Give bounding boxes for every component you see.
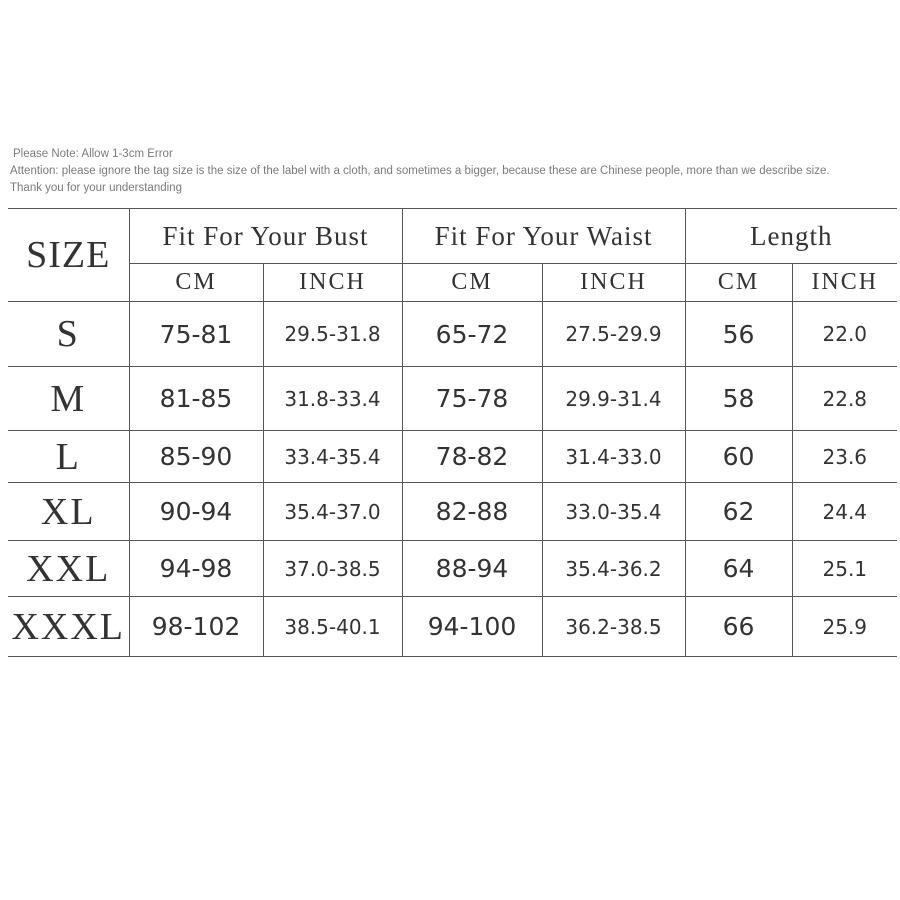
size-label: M (8, 367, 129, 431)
waist-inch: 33.0-35.4 (542, 483, 685, 541)
note-error-allowance: Please Note: Allow 1-3cm Error (13, 148, 173, 160)
size-label: XXL (8, 541, 129, 597)
length-inch: 24.4 (792, 483, 897, 541)
bust-inch: 31.8-33.4 (263, 367, 402, 431)
unit-header: INCH (542, 264, 685, 302)
waist-cm: 94-100 (402, 597, 542, 657)
table-row (8, 597, 897, 657)
bust-inch: 33.4-35.4 (263, 431, 402, 483)
length-cm: 60 (685, 431, 792, 483)
waist-cm: 75-78 (402, 367, 542, 431)
bust-cm: 94-98 (129, 541, 263, 597)
waist-inch: 29.9-31.4 (542, 367, 685, 431)
table-row (8, 483, 897, 541)
waist-inch: 27.5-29.9 (542, 302, 685, 367)
bust-cm: 98-102 (129, 597, 263, 657)
length-group-header: Length (685, 209, 897, 264)
waist-inch: 35.4-36.2 (542, 541, 685, 597)
length-inch: 22.8 (792, 367, 897, 431)
bust-inch: 37.0-38.5 (263, 541, 402, 597)
bust-cm: 75-81 (129, 302, 263, 367)
size-label: L (8, 431, 129, 483)
length-inch: 23.6 (792, 431, 897, 483)
table-row (8, 367, 897, 431)
length-cm: 56 (685, 302, 792, 367)
length-cm: 62 (685, 483, 792, 541)
length-inch: 22.0 (792, 302, 897, 367)
waist-group-header: Fit For Your Waist (402, 209, 685, 264)
bust-cm: 85-90 (129, 431, 263, 483)
table-row (8, 431, 897, 483)
bust-inch: 38.5-40.1 (263, 597, 402, 657)
bust-group-header: Fit For Your Bust (129, 209, 402, 264)
waist-cm: 88-94 (402, 541, 542, 597)
waist-cm: 78-82 (402, 431, 542, 483)
waist-inch: 36.2-38.5 (542, 597, 685, 657)
size-label: XL (8, 483, 129, 541)
length-cm: 66 (685, 597, 792, 657)
waist-cm: 82-88 (402, 483, 542, 541)
unit-header: CM (402, 264, 542, 302)
unit-row (8, 264, 897, 302)
table-row (8, 302, 897, 367)
size-label: XXXL (8, 597, 129, 657)
unit-header: CM (129, 264, 263, 302)
size-chart-table (8, 208, 897, 657)
length-inch: 25.9 (792, 597, 897, 657)
bust-inch: 35.4-37.0 (263, 483, 402, 541)
unit-header: INCH (792, 264, 897, 302)
size-label: S (8, 302, 129, 367)
bust-cm: 81-85 (129, 367, 263, 431)
table-row (8, 541, 897, 597)
note-attention: Attention: please ignore the tag size is the size of the label with a cloth, and sometimes a bigger, because these are Chinese people, more than we describe size. (10, 165, 830, 177)
waist-cm: 65-72 (402, 302, 542, 367)
notes (10, 146, 830, 197)
length-cm: 58 (685, 367, 792, 431)
bust-cm: 90-94 (129, 483, 263, 541)
size-header: SIZE (8, 209, 129, 302)
unit-header: INCH (263, 264, 402, 302)
header-row (8, 209, 897, 264)
bust-inch: 29.5-31.8 (263, 302, 402, 367)
unit-header: CM (685, 264, 792, 302)
note-thanks: Thank you for your understanding (10, 182, 182, 194)
length-inch: 25.1 (792, 541, 897, 597)
waist-inch: 31.4-33.0 (542, 431, 685, 483)
length-cm: 64 (685, 541, 792, 597)
